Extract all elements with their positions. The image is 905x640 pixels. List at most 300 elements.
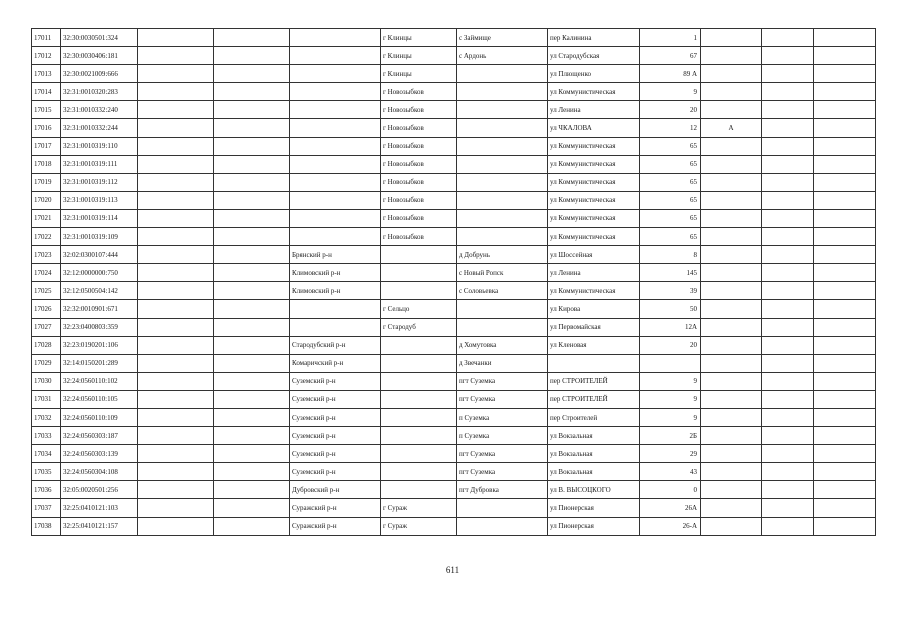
empty-cell bbox=[814, 463, 876, 481]
settlement-cell: пгт Дубровка bbox=[457, 481, 548, 499]
street-cell: ул Стародубская bbox=[548, 47, 640, 65]
building-cell bbox=[701, 264, 762, 282]
building-cell bbox=[701, 246, 762, 264]
street-cell: ул Коммунистическая bbox=[548, 173, 640, 191]
empty-cell bbox=[214, 83, 290, 101]
empty-cell bbox=[762, 390, 814, 408]
district-cell: Суземский р-н bbox=[290, 390, 381, 408]
cadastral-number-cell: 32:31:0010320:283 bbox=[61, 83, 138, 101]
street-cell: пер СТРОИТЕЛЕЙ bbox=[548, 390, 640, 408]
district-cell bbox=[290, 191, 381, 209]
house-number-cell: 2Б bbox=[640, 427, 701, 445]
city-cell bbox=[381, 264, 457, 282]
house-number-cell: 65 bbox=[640, 155, 701, 173]
table-row bbox=[32, 83, 876, 101]
house-number-cell: 65 bbox=[640, 228, 701, 246]
house-number-cell: 145 bbox=[640, 264, 701, 282]
house-number-cell: 9 bbox=[640, 390, 701, 408]
empty-cell bbox=[762, 155, 814, 173]
empty-cell bbox=[138, 499, 214, 517]
empty-cell bbox=[214, 101, 290, 119]
building-cell bbox=[701, 47, 762, 65]
cadastral-number-cell: 32:23:0190201:106 bbox=[61, 336, 138, 354]
district-cell: Суземский р-н bbox=[290, 427, 381, 445]
building-cell bbox=[701, 101, 762, 119]
cadastral-number-cell: 32:31:0010319:114 bbox=[61, 209, 138, 227]
record-number-cell: 17013 bbox=[32, 65, 61, 83]
empty-cell bbox=[138, 264, 214, 282]
empty-cell bbox=[138, 83, 214, 101]
district-cell bbox=[290, 228, 381, 246]
house-number-cell: 26А bbox=[640, 499, 701, 517]
street-cell: ул Ленина bbox=[548, 101, 640, 119]
record-number-cell: 17037 bbox=[32, 499, 61, 517]
empty-cell bbox=[214, 191, 290, 209]
settlement-cell bbox=[457, 191, 548, 209]
empty-cell bbox=[214, 47, 290, 65]
table-row bbox=[32, 246, 876, 264]
house-number-cell: 50 bbox=[640, 300, 701, 318]
table-row bbox=[32, 463, 876, 481]
city-cell bbox=[381, 445, 457, 463]
building-cell bbox=[701, 300, 762, 318]
record-number-cell: 17019 bbox=[32, 173, 61, 191]
empty-cell bbox=[138, 408, 214, 426]
empty-cell bbox=[138, 481, 214, 499]
empty-cell bbox=[762, 372, 814, 390]
settlement-cell bbox=[457, 517, 548, 535]
empty-cell bbox=[138, 336, 214, 354]
property-register-table bbox=[31, 28, 876, 536]
street-cell: ул Шоссейная bbox=[548, 246, 640, 264]
cadastral-number-cell: 32:12:0500504:142 bbox=[61, 282, 138, 300]
empty-cell bbox=[762, 427, 814, 445]
settlement-cell: пгт Суземка bbox=[457, 390, 548, 408]
house-number-cell: 20 bbox=[640, 336, 701, 354]
city-cell: г Новозыбков bbox=[381, 137, 457, 155]
empty-cell bbox=[214, 336, 290, 354]
district-cell bbox=[290, 155, 381, 173]
house-number-cell: 43 bbox=[640, 463, 701, 481]
city-cell bbox=[381, 372, 457, 390]
city-cell: г Новозыбков bbox=[381, 101, 457, 119]
house-number-cell: 39 bbox=[640, 282, 701, 300]
empty-cell bbox=[814, 246, 876, 264]
empty-cell bbox=[214, 408, 290, 426]
building-cell bbox=[701, 65, 762, 83]
building-cell bbox=[701, 499, 762, 517]
empty-cell bbox=[138, 29, 214, 47]
empty-cell bbox=[762, 499, 814, 517]
house-number-cell: 65 bbox=[640, 191, 701, 209]
table-row bbox=[32, 354, 876, 372]
empty-cell bbox=[214, 481, 290, 499]
district-cell: Климовский р-н bbox=[290, 264, 381, 282]
record-number-cell: 17029 bbox=[32, 354, 61, 372]
empty-cell bbox=[214, 517, 290, 535]
empty-cell bbox=[138, 318, 214, 336]
street-cell: ул Пионерская bbox=[548, 499, 640, 517]
empty-cell bbox=[814, 445, 876, 463]
street-cell: ул ЧКАЛОВА bbox=[548, 119, 640, 137]
district-cell bbox=[290, 83, 381, 101]
building-cell bbox=[701, 282, 762, 300]
street-cell: ул Вокзальная bbox=[548, 445, 640, 463]
settlement-cell: с Займище bbox=[457, 29, 548, 47]
table-row bbox=[32, 209, 876, 227]
record-number-cell: 17026 bbox=[32, 300, 61, 318]
street-cell: ул Пионерская bbox=[548, 517, 640, 535]
empty-cell bbox=[814, 101, 876, 119]
record-number-cell: 17021 bbox=[32, 209, 61, 227]
empty-cell bbox=[138, 300, 214, 318]
city-cell bbox=[381, 390, 457, 408]
cadastral-number-cell: 32:14:0150201:289 bbox=[61, 354, 138, 372]
table-row bbox=[32, 336, 876, 354]
building-cell bbox=[701, 83, 762, 101]
record-number-cell: 17027 bbox=[32, 318, 61, 336]
empty-cell bbox=[814, 264, 876, 282]
cadastral-number-cell: 32:24:0560110:102 bbox=[61, 372, 138, 390]
empty-cell bbox=[214, 137, 290, 155]
settlement-cell bbox=[457, 137, 548, 155]
empty-cell bbox=[138, 173, 214, 191]
building-cell bbox=[701, 517, 762, 535]
cadastral-number-cell: 32:24:0560304:108 bbox=[61, 463, 138, 481]
record-number-cell: 17016 bbox=[32, 119, 61, 137]
cadastral-number-cell: 32:23:0400803:359 bbox=[61, 318, 138, 336]
district-cell: Суражский р-н bbox=[290, 517, 381, 535]
building-cell bbox=[701, 445, 762, 463]
city-cell bbox=[381, 481, 457, 499]
district-cell: Суземский р-н bbox=[290, 408, 381, 426]
record-number-cell: 17030 bbox=[32, 372, 61, 390]
table-row bbox=[32, 228, 876, 246]
building-cell bbox=[701, 408, 762, 426]
record-number-cell: 17033 bbox=[32, 427, 61, 445]
cadastral-number-cell: 32:31:0010319:113 bbox=[61, 191, 138, 209]
settlement-cell bbox=[457, 209, 548, 227]
empty-cell bbox=[762, 191, 814, 209]
empty-cell bbox=[814, 499, 876, 517]
district-cell bbox=[290, 300, 381, 318]
city-cell: г Новозыбков bbox=[381, 155, 457, 173]
empty-cell bbox=[762, 47, 814, 65]
city-cell: г Новозыбков bbox=[381, 83, 457, 101]
empty-cell bbox=[214, 300, 290, 318]
empty-cell bbox=[214, 318, 290, 336]
city-cell: г Новозыбков bbox=[381, 119, 457, 137]
district-cell: Суземский р-н bbox=[290, 445, 381, 463]
house-number-cell: 65 bbox=[640, 137, 701, 155]
street-cell: пер Калинина bbox=[548, 29, 640, 47]
city-cell: г Клинцы bbox=[381, 47, 457, 65]
building-cell bbox=[701, 318, 762, 336]
cadastral-number-cell: 32:24:0560303:139 bbox=[61, 445, 138, 463]
empty-cell bbox=[214, 228, 290, 246]
house-number-cell bbox=[640, 354, 701, 372]
settlement-cell: д Звечанки bbox=[457, 354, 548, 372]
table-row bbox=[32, 101, 876, 119]
city-cell bbox=[381, 282, 457, 300]
empty-cell bbox=[814, 65, 876, 83]
house-number-cell: 89 А bbox=[640, 65, 701, 83]
register-body bbox=[32, 29, 876, 536]
district-cell: Комаричский р-н bbox=[290, 354, 381, 372]
house-number-cell: 9 bbox=[640, 372, 701, 390]
table-row bbox=[32, 282, 876, 300]
empty-cell bbox=[214, 427, 290, 445]
street-cell: ул Коммунистическая bbox=[548, 155, 640, 173]
city-cell: г Стародуб bbox=[381, 318, 457, 336]
street-cell: ул Вокзальная bbox=[548, 463, 640, 481]
record-number-cell: 17036 bbox=[32, 481, 61, 499]
empty-cell bbox=[138, 517, 214, 535]
empty-cell bbox=[814, 228, 876, 246]
house-number-cell: 9 bbox=[640, 83, 701, 101]
building-cell bbox=[701, 427, 762, 445]
record-number-cell: 17014 bbox=[32, 83, 61, 101]
cadastral-number-cell: 32:31:0010319:109 bbox=[61, 228, 138, 246]
table-row bbox=[32, 445, 876, 463]
house-number-cell: 67 bbox=[640, 47, 701, 65]
city-cell: г Новозыбков bbox=[381, 191, 457, 209]
settlement-cell bbox=[457, 228, 548, 246]
city-cell bbox=[381, 336, 457, 354]
city-cell bbox=[381, 463, 457, 481]
empty-cell bbox=[762, 137, 814, 155]
settlement-cell bbox=[457, 499, 548, 517]
settlement-cell bbox=[457, 155, 548, 173]
house-number-cell: 29 bbox=[640, 445, 701, 463]
house-number-cell: 65 bbox=[640, 173, 701, 191]
city-cell: г Сельцо bbox=[381, 300, 457, 318]
empty-cell bbox=[214, 264, 290, 282]
empty-cell bbox=[762, 264, 814, 282]
empty-cell bbox=[762, 300, 814, 318]
empty-cell bbox=[814, 481, 876, 499]
city-cell: г Новозыбков bbox=[381, 173, 457, 191]
empty-cell bbox=[214, 499, 290, 517]
record-number-cell: 17035 bbox=[32, 463, 61, 481]
empty-cell bbox=[214, 209, 290, 227]
record-number-cell: 17012 bbox=[32, 47, 61, 65]
building-cell bbox=[701, 354, 762, 372]
empty-cell bbox=[138, 228, 214, 246]
table-row bbox=[32, 65, 876, 83]
empty-cell bbox=[814, 209, 876, 227]
empty-cell bbox=[138, 191, 214, 209]
city-cell: г Клинцы bbox=[381, 29, 457, 47]
cadastral-number-cell: 32:32:0010901:671 bbox=[61, 300, 138, 318]
record-number-cell: 17034 bbox=[32, 445, 61, 463]
city-cell bbox=[381, 246, 457, 264]
record-number-cell: 17024 bbox=[32, 264, 61, 282]
empty-cell bbox=[814, 282, 876, 300]
city-cell bbox=[381, 427, 457, 445]
settlement-cell: с Ардонь bbox=[457, 47, 548, 65]
empty-cell bbox=[762, 336, 814, 354]
cadastral-number-cell: 32:31:0010332:240 bbox=[61, 101, 138, 119]
cadastral-number-cell: 32:25:0410121:103 bbox=[61, 499, 138, 517]
record-number-cell: 17038 bbox=[32, 517, 61, 535]
city-cell: г Новозыбков bbox=[381, 209, 457, 227]
empty-cell bbox=[762, 354, 814, 372]
street-cell: ул Коммунистическая bbox=[548, 209, 640, 227]
settlement-cell: пгт Суземка bbox=[457, 463, 548, 481]
empty-cell bbox=[214, 173, 290, 191]
table-row bbox=[32, 119, 876, 137]
building-cell bbox=[701, 155, 762, 173]
district-cell: Климовский р-н bbox=[290, 282, 381, 300]
building-cell bbox=[701, 191, 762, 209]
settlement-cell: п Суземка bbox=[457, 427, 548, 445]
house-number-cell: 26-А bbox=[640, 517, 701, 535]
empty-cell bbox=[138, 427, 214, 445]
street-cell: пер Строителей bbox=[548, 408, 640, 426]
empty-cell bbox=[138, 209, 214, 227]
empty-cell bbox=[138, 119, 214, 137]
empty-cell bbox=[814, 173, 876, 191]
building-cell bbox=[701, 481, 762, 499]
building-cell bbox=[701, 372, 762, 390]
empty-cell bbox=[814, 155, 876, 173]
city-cell: г Новозыбков bbox=[381, 228, 457, 246]
house-number-cell: 20 bbox=[640, 101, 701, 119]
street-cell: ул Плющенко bbox=[548, 65, 640, 83]
district-cell: Суражский р-н bbox=[290, 499, 381, 517]
table-row bbox=[32, 318, 876, 336]
empty-cell bbox=[814, 83, 876, 101]
cadastral-number-cell: 32:30:0030406:181 bbox=[61, 47, 138, 65]
street-cell: ул Коммунистическая bbox=[548, 282, 640, 300]
street-cell: ул Вокзальная bbox=[548, 427, 640, 445]
record-number-cell: 17032 bbox=[32, 408, 61, 426]
table-row bbox=[32, 29, 876, 47]
table-row bbox=[32, 408, 876, 426]
building-cell bbox=[701, 29, 762, 47]
district-cell bbox=[290, 137, 381, 155]
empty-cell bbox=[762, 445, 814, 463]
settlement-cell bbox=[457, 101, 548, 119]
house-number-cell: 12 bbox=[640, 119, 701, 137]
district-cell: Брянский р-н bbox=[290, 246, 381, 264]
empty-cell bbox=[138, 354, 214, 372]
empty-cell bbox=[814, 336, 876, 354]
settlement-cell: д Хомутовка bbox=[457, 336, 548, 354]
empty-cell bbox=[762, 173, 814, 191]
empty-cell bbox=[814, 191, 876, 209]
building-cell: А bbox=[701, 119, 762, 137]
empty-cell bbox=[762, 408, 814, 426]
table-row bbox=[32, 155, 876, 173]
record-number-cell: 17017 bbox=[32, 137, 61, 155]
city-cell: г Сураж bbox=[381, 517, 457, 535]
city-cell: г Клинцы bbox=[381, 65, 457, 83]
empty-cell bbox=[814, 47, 876, 65]
empty-cell bbox=[138, 372, 214, 390]
settlement-cell: с Новый Ропск bbox=[457, 264, 548, 282]
table-row bbox=[32, 300, 876, 318]
table-row bbox=[32, 372, 876, 390]
empty-cell bbox=[762, 517, 814, 535]
cadastral-number-cell: 32:25:0410121:157 bbox=[61, 517, 138, 535]
empty-cell bbox=[762, 83, 814, 101]
settlement-cell bbox=[457, 300, 548, 318]
street-cell: ул Коммунистическая bbox=[548, 137, 640, 155]
settlement-cell: пгт Суземка bbox=[457, 372, 548, 390]
building-cell bbox=[701, 137, 762, 155]
cadastral-number-cell: 32:24:0560303:187 bbox=[61, 427, 138, 445]
table-row bbox=[32, 47, 876, 65]
empty-cell bbox=[138, 47, 214, 65]
house-number-cell: 65 bbox=[640, 209, 701, 227]
street-cell bbox=[548, 354, 640, 372]
empty-cell bbox=[214, 65, 290, 83]
empty-cell bbox=[814, 517, 876, 535]
empty-cell bbox=[214, 29, 290, 47]
settlement-cell: пгт Суземка bbox=[457, 445, 548, 463]
district-cell bbox=[290, 47, 381, 65]
empty-cell bbox=[762, 101, 814, 119]
table-row bbox=[32, 264, 876, 282]
empty-cell bbox=[214, 463, 290, 481]
house-number-cell: 0 bbox=[640, 481, 701, 499]
settlement-cell bbox=[457, 65, 548, 83]
record-number-cell: 17031 bbox=[32, 390, 61, 408]
empty-cell bbox=[138, 445, 214, 463]
settlement-cell: п Суземка bbox=[457, 408, 548, 426]
empty-cell bbox=[214, 282, 290, 300]
table-row bbox=[32, 481, 876, 499]
cadastral-number-cell: 32:12:0000000:750 bbox=[61, 264, 138, 282]
building-cell bbox=[701, 390, 762, 408]
empty-cell bbox=[214, 246, 290, 264]
empty-cell bbox=[214, 390, 290, 408]
empty-cell bbox=[762, 209, 814, 227]
empty-cell bbox=[762, 246, 814, 264]
table-row bbox=[32, 499, 876, 517]
street-cell: ул В. ВЫСОЦКОГО bbox=[548, 481, 640, 499]
city-cell bbox=[381, 408, 457, 426]
street-cell: ул Первомайская bbox=[548, 318, 640, 336]
street-cell: ул Коммунистическая bbox=[548, 191, 640, 209]
street-cell: пер СТРОИТЕЛЕЙ bbox=[548, 372, 640, 390]
settlement-cell: с Соловьевка bbox=[457, 282, 548, 300]
record-number-cell: 17018 bbox=[32, 155, 61, 173]
district-cell: Дубровский р-н bbox=[290, 481, 381, 499]
empty-cell bbox=[138, 282, 214, 300]
empty-cell bbox=[814, 390, 876, 408]
building-cell bbox=[701, 228, 762, 246]
table-row bbox=[32, 173, 876, 191]
empty-cell bbox=[762, 29, 814, 47]
empty-cell bbox=[138, 101, 214, 119]
street-cell: ул Кирова bbox=[548, 300, 640, 318]
cadastral-number-cell: 32:30:0030501:324 bbox=[61, 29, 138, 47]
empty-cell bbox=[138, 390, 214, 408]
table-row bbox=[32, 517, 876, 535]
house-number-cell: 8 bbox=[640, 246, 701, 264]
street-cell: ул Коммунистическая bbox=[548, 83, 640, 101]
district-cell bbox=[290, 173, 381, 191]
table-row bbox=[32, 390, 876, 408]
district-cell bbox=[290, 119, 381, 137]
empty-cell bbox=[214, 119, 290, 137]
empty-cell bbox=[814, 29, 876, 47]
empty-cell bbox=[762, 65, 814, 83]
record-number-cell: 17023 bbox=[32, 246, 61, 264]
